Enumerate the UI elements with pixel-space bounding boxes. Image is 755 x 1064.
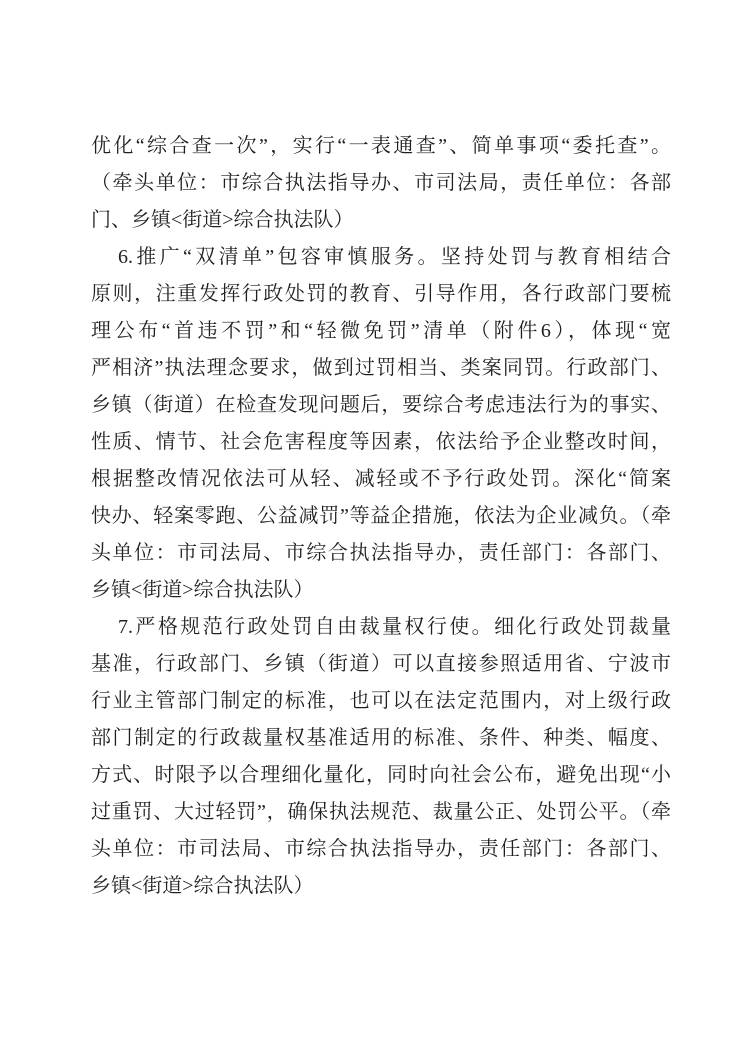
text-line: 7.严格规范行政处罚自由裁量权行使。细化行政处罚裁量 bbox=[118, 616, 671, 638]
text-line: 门、乡镇<街道>综合执法队） bbox=[91, 209, 354, 231]
text-line: 理公布“首违不罚”和“轻微免罚”清单（附件6），体现“宽 bbox=[91, 320, 671, 342]
text-line: 部门制定的行政裁量权基准适用的标准、条件、种类、幅度、 bbox=[91, 727, 671, 749]
text-line: 性质、情节、社会危害程度等因素，依法给予企业整改时间， bbox=[91, 431, 671, 453]
text-line: 6.推广“双清单”包容审慎服务。坚持处罚与教育相结合 bbox=[118, 246, 671, 268]
text-line: 原则，注重发挥行政处罚的教育、引导作用，各行政部门要梳 bbox=[91, 283, 671, 305]
text-line: 乡镇<街道>综合执法队） bbox=[91, 875, 314, 897]
text-line: （牵头单位：市综合执法指导办、市司法局，责任单位：各部 bbox=[91, 172, 671, 194]
text-line: 过重罚、大过轻罚”，确保执法规范、裁量公正、处罚公平。（牵 bbox=[91, 801, 671, 823]
document-text bbox=[91, 128, 671, 905]
text-line: 乡镇（街道）在检查发现问题后，要综合考虑违法行为的事实、 bbox=[91, 394, 671, 416]
text-line: 头单位：市司法局、市综合执法指导办，责任部门：各部门、 bbox=[91, 542, 671, 564]
text-line: 乡镇<街道>综合执法队） bbox=[91, 579, 314, 601]
text-line: 行业主管部门制定的标准，也可以在法定范围内，对上级行政 bbox=[91, 690, 671, 712]
text-line: 优化“综合查一次”，实行“一表通查”、简单事项“委托查”。 bbox=[91, 135, 671, 157]
text-line: 方式、时限予以合理细化量化，同时向社会公布，避免出现“小 bbox=[91, 764, 671, 786]
text-line: 快办、轻案零跑、公益减罚”等益企措施，依法为企业减负。（牵 bbox=[91, 505, 671, 527]
text-line: 头单位：市司法局、市综合执法指导办，责任部门：各部门、 bbox=[91, 838, 671, 860]
text-line: 基准，行政部门、乡镇（街道）可以直接参照适用省、宁波市 bbox=[91, 653, 671, 675]
paragraph bbox=[91, 609, 671, 905]
text-line: 根据整改情况依法可从轻、减轻或不予行政处罚。深化“简案 bbox=[91, 468, 671, 490]
paragraph bbox=[91, 128, 671, 239]
paragraph bbox=[91, 239, 671, 609]
text-line: 严相济”执法理念要求，做到过罚相当、类案同罚。行政部门、 bbox=[91, 357, 671, 379]
